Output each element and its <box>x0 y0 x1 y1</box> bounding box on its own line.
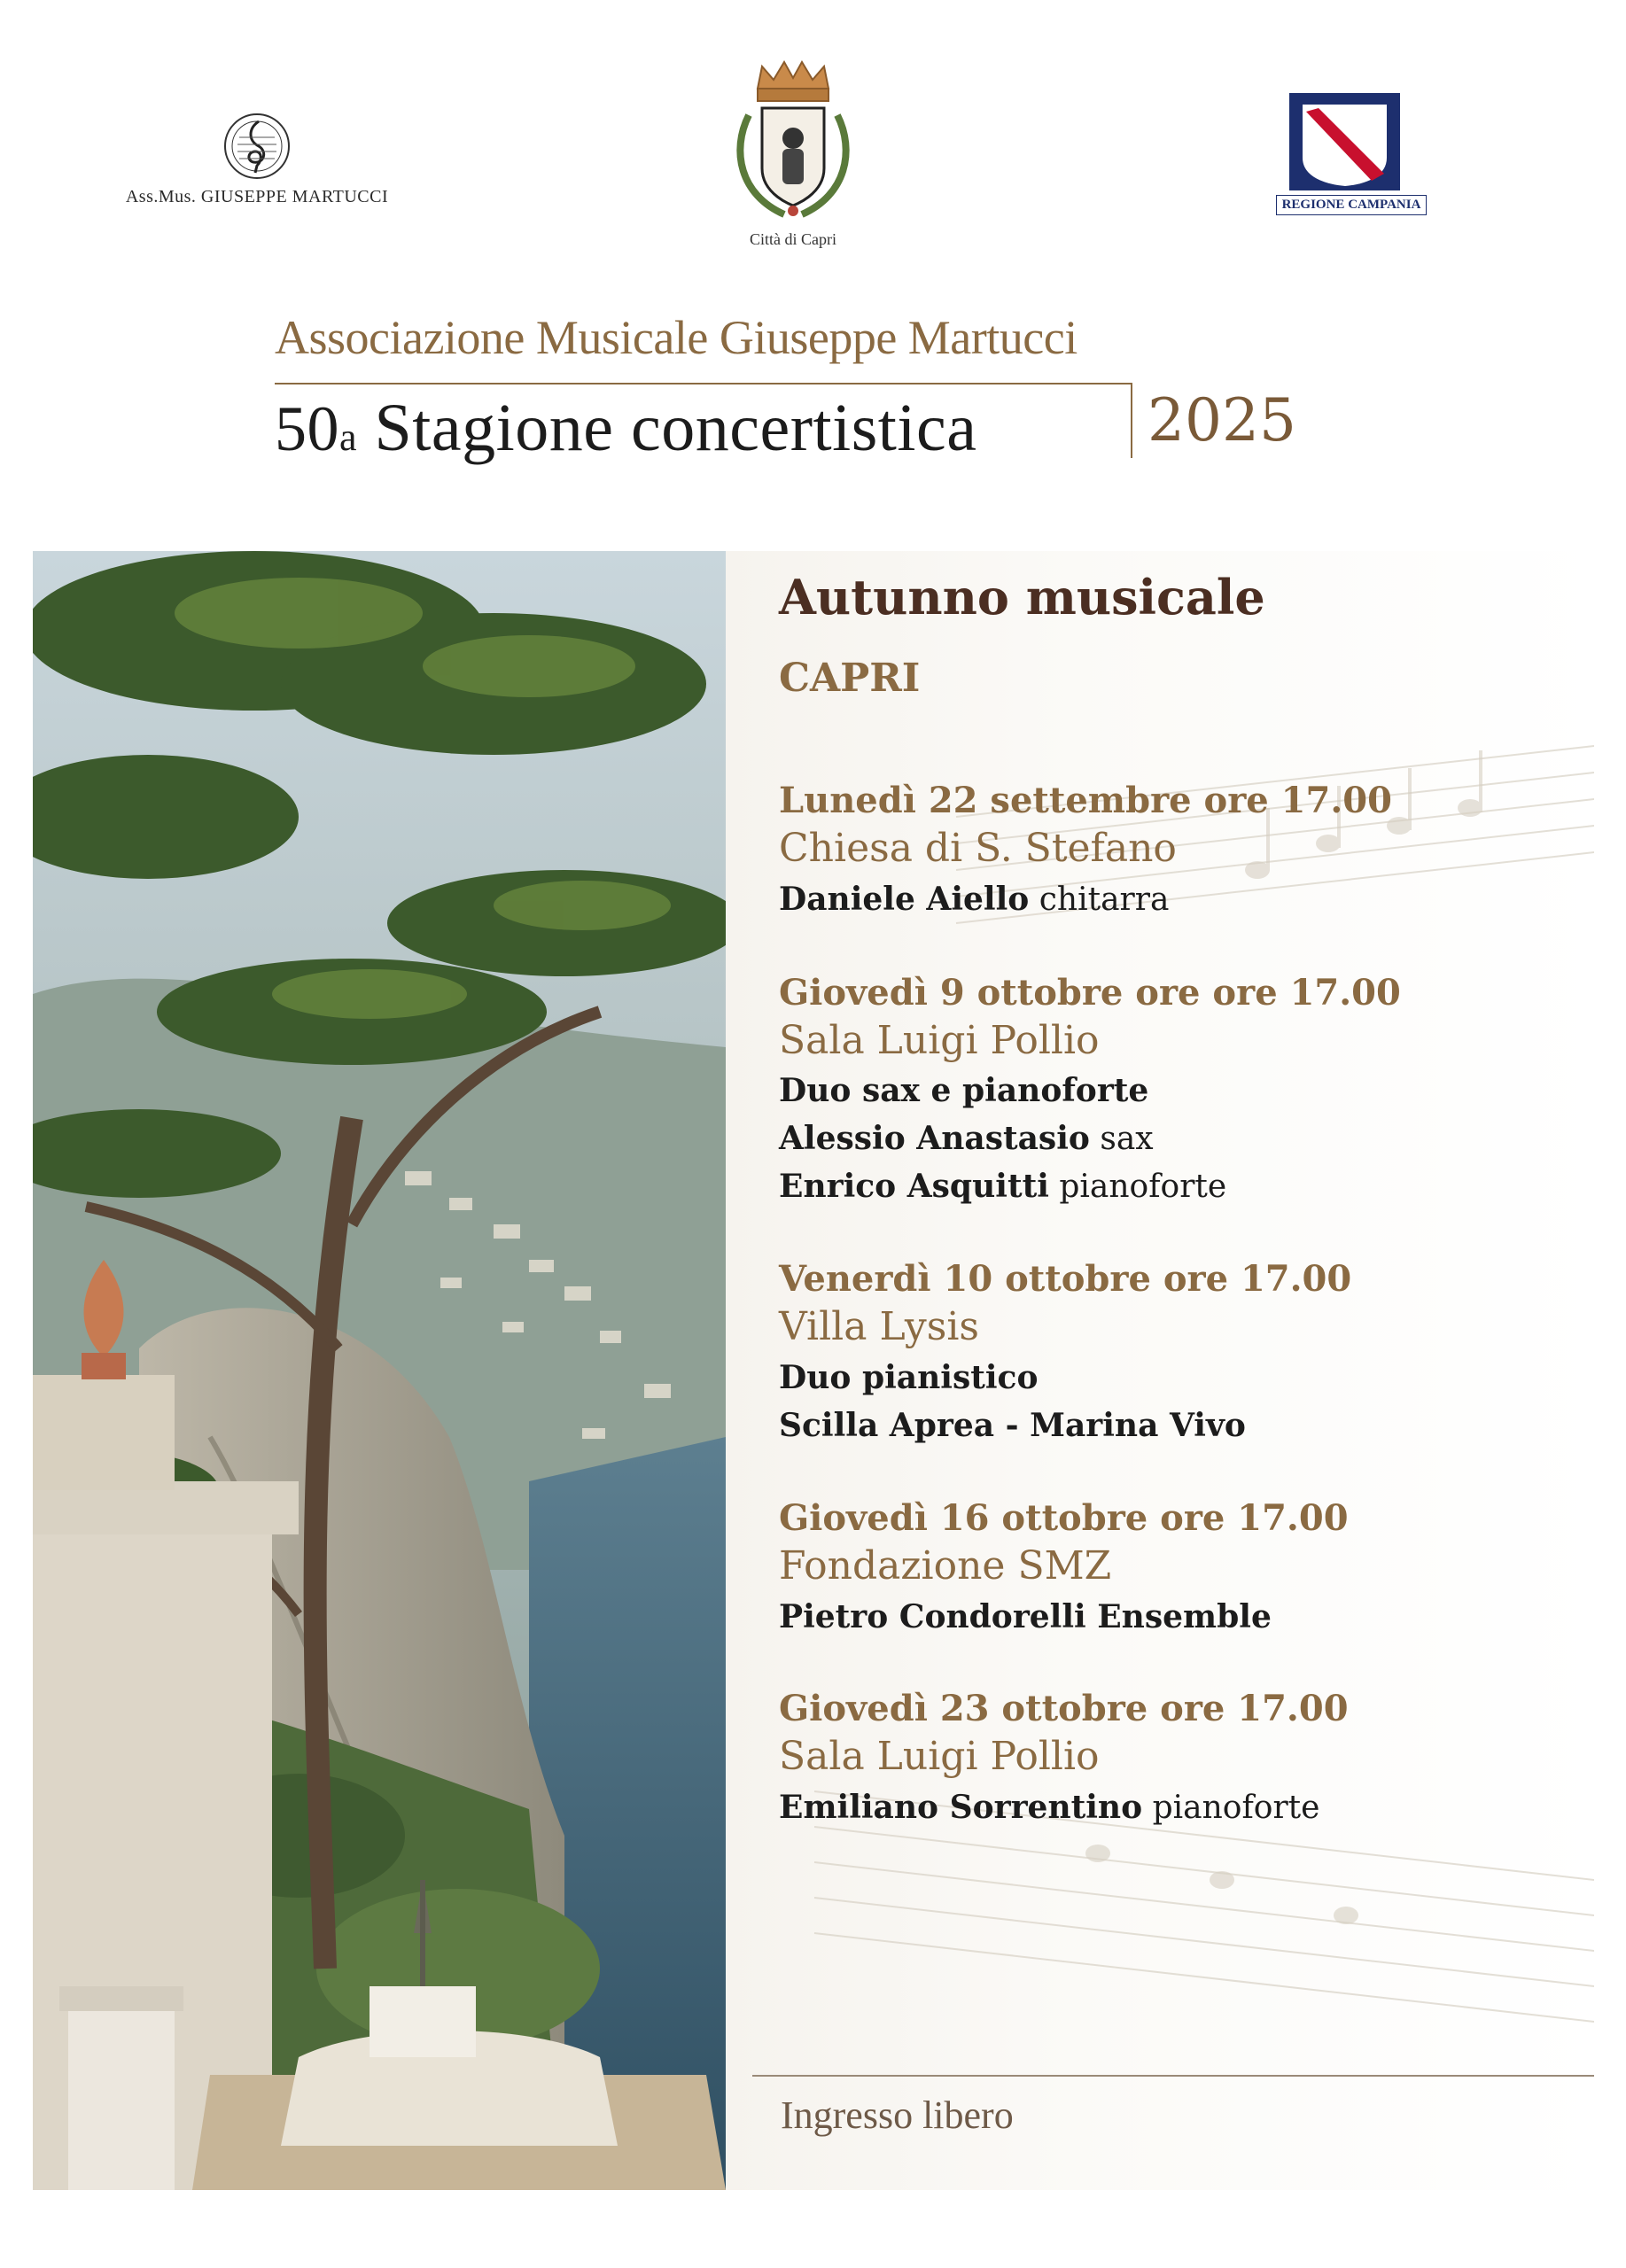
program-title: Autunno musicale <box>779 569 1265 625</box>
concert-5-date: Giovedì 23 ottobre ore 17.00 <box>779 1688 1349 1729</box>
association-title: Associazione Musicale Giuseppe Martucci <box>275 311 1078 364</box>
heading-divider <box>275 383 1132 384</box>
concert-5-performer: Emiliano Sorrentino pianoforte <box>779 1789 1320 1826</box>
concert-2-ensemble: Duo sax e pianoforte <box>779 1072 1149 1109</box>
concert-2-venue: Sala Luigi Pollio <box>779 1018 1100 1063</box>
program-city: CAPRI <box>779 656 921 701</box>
concert-3-performers: Scilla Aprea - Marina Vivo <box>779 1407 1246 1444</box>
martucci-logo <box>106 111 408 226</box>
concert-2-date: Giovedì 9 ottobre ore ore 17.00 <box>779 972 1401 1014</box>
capri-caption: Città di Capri <box>750 230 836 248</box>
concert-4-performer: Pietro Condorelli Ensemble <box>779 1598 1272 1635</box>
regione-campania-logo <box>1276 89 1427 239</box>
capri-landscape-photo <box>33 551 726 2190</box>
free-entry-note: Ingresso libero <box>781 2093 1014 2137</box>
concert-4-venue: Fondazione SMZ <box>779 1543 1112 1588</box>
season-suffix: a <box>339 416 358 459</box>
city-crest-icon <box>722 53 864 230</box>
season-label: Stagione concertistica <box>374 391 977 465</box>
footer-divider <box>752 2075 1594 2077</box>
concert-2-performer-2: Enrico Asquitti pianoforte <box>779 1168 1227 1205</box>
treble-clef-emblem-icon <box>106 111 408 182</box>
concert-5-venue: Sala Luigi Pollio <box>779 1734 1100 1779</box>
concert-3-ensemble: Duo pianistico <box>779 1359 1039 1396</box>
campania-caption: REGIONE CAMPANIA <box>1276 195 1427 215</box>
season-number: 50 <box>275 393 339 464</box>
concert-1-date: Lunedì 22 settembre ore 17.00 <box>779 780 1392 821</box>
concert-3-date: Venerdì 10 ottobre ore 17.00 <box>779 1258 1352 1300</box>
concert-1-performer: Daniele Aiello chitarra <box>779 881 1170 918</box>
program-panel <box>726 551 1594 2190</box>
season-title <box>275 390 977 467</box>
season-year: 2025 <box>1148 386 1296 454</box>
concert-2-performer-1: Alessio Anastasio sax <box>779 1120 1154 1157</box>
capri-crest-logo <box>722 53 864 257</box>
concert-4-date: Giovedì 16 ottobre ore 17.00 <box>779 1497 1349 1539</box>
concert-1-venue: Chiesa di S. Stefano <box>779 826 1177 871</box>
heading-vertical-divider <box>1131 383 1132 458</box>
martucci-caption: Ass.Mus. GIUSEPPE MARTUCCI <box>125 187 389 206</box>
campania-flag-icon <box>1276 89 1427 195</box>
concert-3-venue: Villa Lysis <box>779 1304 979 1349</box>
